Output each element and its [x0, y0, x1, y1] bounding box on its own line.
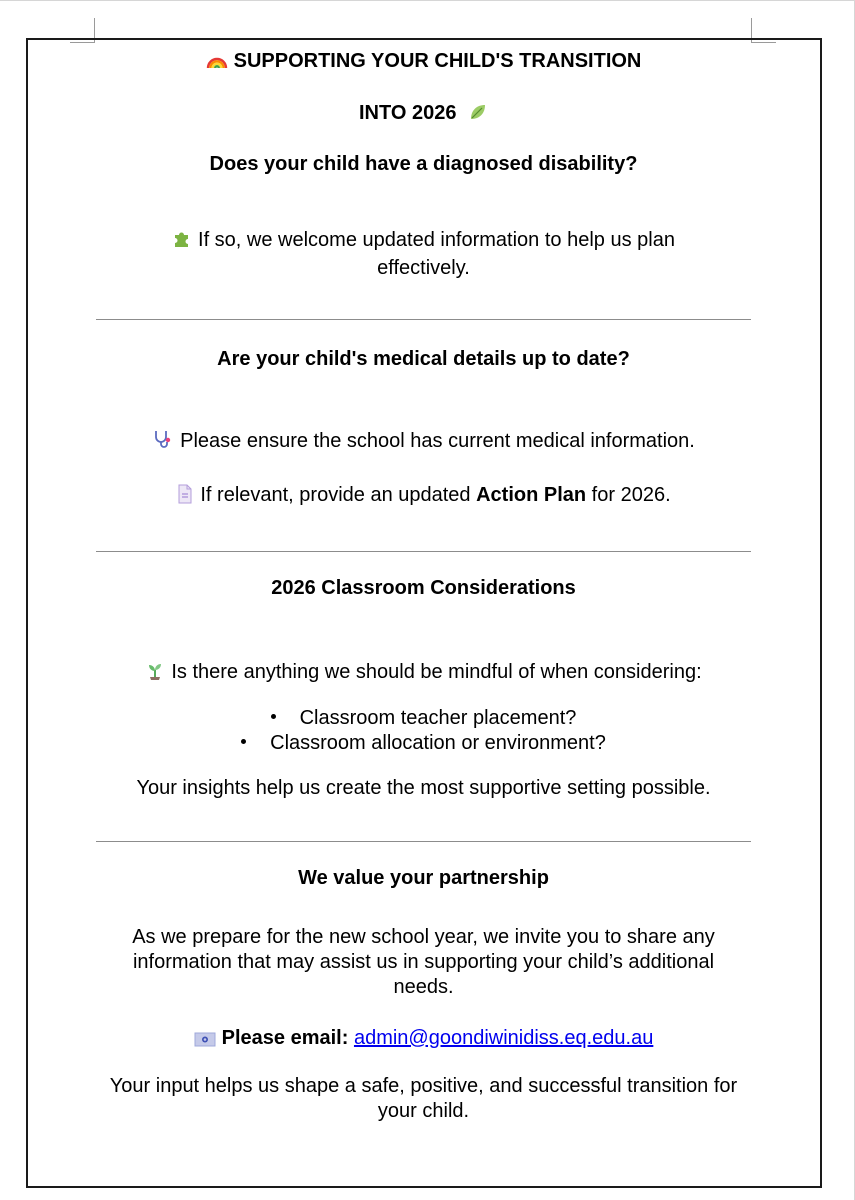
disability-text — [96, 228, 751, 281]
classroom-bullet-list — [96, 706, 751, 756]
bullet-text-2: Classroom allocation or environment? — [270, 732, 606, 754]
medical-heading: Are your child's medical details up to date? — [217, 348, 630, 370]
medical-line-2-prefix: If relevant, provide an updated — [200, 484, 477, 506]
classroom-intro — [96, 660, 751, 688]
title-text-1: SUPPORTING YOUR CHILD'S TRANSITION — [233, 50, 642, 72]
classroom-heading: 2026 Classroom Considerations — [271, 577, 576, 599]
section-divider-1 — [96, 319, 751, 320]
rainbow-icon — [206, 51, 228, 77]
page-document-icon — [176, 484, 194, 511]
partnership-text: As we prepare for the new school year, we invite you to share any information that may assist us in supporting your child’s additional needs. — [132, 926, 715, 998]
seedling-icon — [145, 661, 165, 688]
classroom-intro-text: Is there anything we should be mindful of when considering: — [171, 661, 702, 683]
disability-text-content: If so, we welcome updated information to help us plan effectively. — [198, 229, 675, 279]
medical-line-2 — [96, 483, 751, 511]
page-edge-top — [0, 0, 855, 4]
email-link[interactable]: admin@goondiwinidiss.eq.edu.au — [353, 1027, 654, 1049]
document-body[interactable] — [96, 38, 751, 1124]
leaf-icon — [468, 102, 488, 129]
email-label: Please email: — [221, 1027, 349, 1049]
section-divider-2 — [96, 551, 751, 552]
section-divider-3 — [96, 841, 751, 842]
stethoscope-icon — [152, 428, 174, 457]
medical-line-2-suffix: for 2026. — [586, 484, 671, 506]
medical-line-1 — [96, 428, 751, 457]
disability-heading: Does your child have a diagnosed disability? — [209, 153, 638, 175]
envelope-icon — [194, 1029, 216, 1054]
document-title-line-2 — [96, 100, 751, 129]
page-edge-right — [851, 0, 855, 1200]
email-line — [96, 1026, 751, 1054]
bullet-dot — [241, 739, 246, 744]
classroom-closing: Your insights help us create the most supportive setting possible. — [136, 777, 711, 799]
list-item — [96, 731, 751, 756]
partnership-closing: Your input helps us shape a safe, positive, and successful transition for your child. — [109, 1075, 738, 1122]
partnership-heading: We value your partnership — [298, 867, 549, 889]
bullet-text-1: Classroom teacher placement? — [299, 707, 577, 729]
puzzle-piece-icon — [172, 229, 192, 256]
list-item — [96, 706, 751, 731]
bullet-dot — [271, 714, 276, 719]
title-text-2: INTO 2026 — [358, 102, 457, 124]
medical-line-1-text: Please ensure the school has current medical information. — [180, 430, 695, 452]
document-title-line-1 — [96, 48, 751, 77]
action-plan-bold: Action Plan — [476, 484, 587, 506]
